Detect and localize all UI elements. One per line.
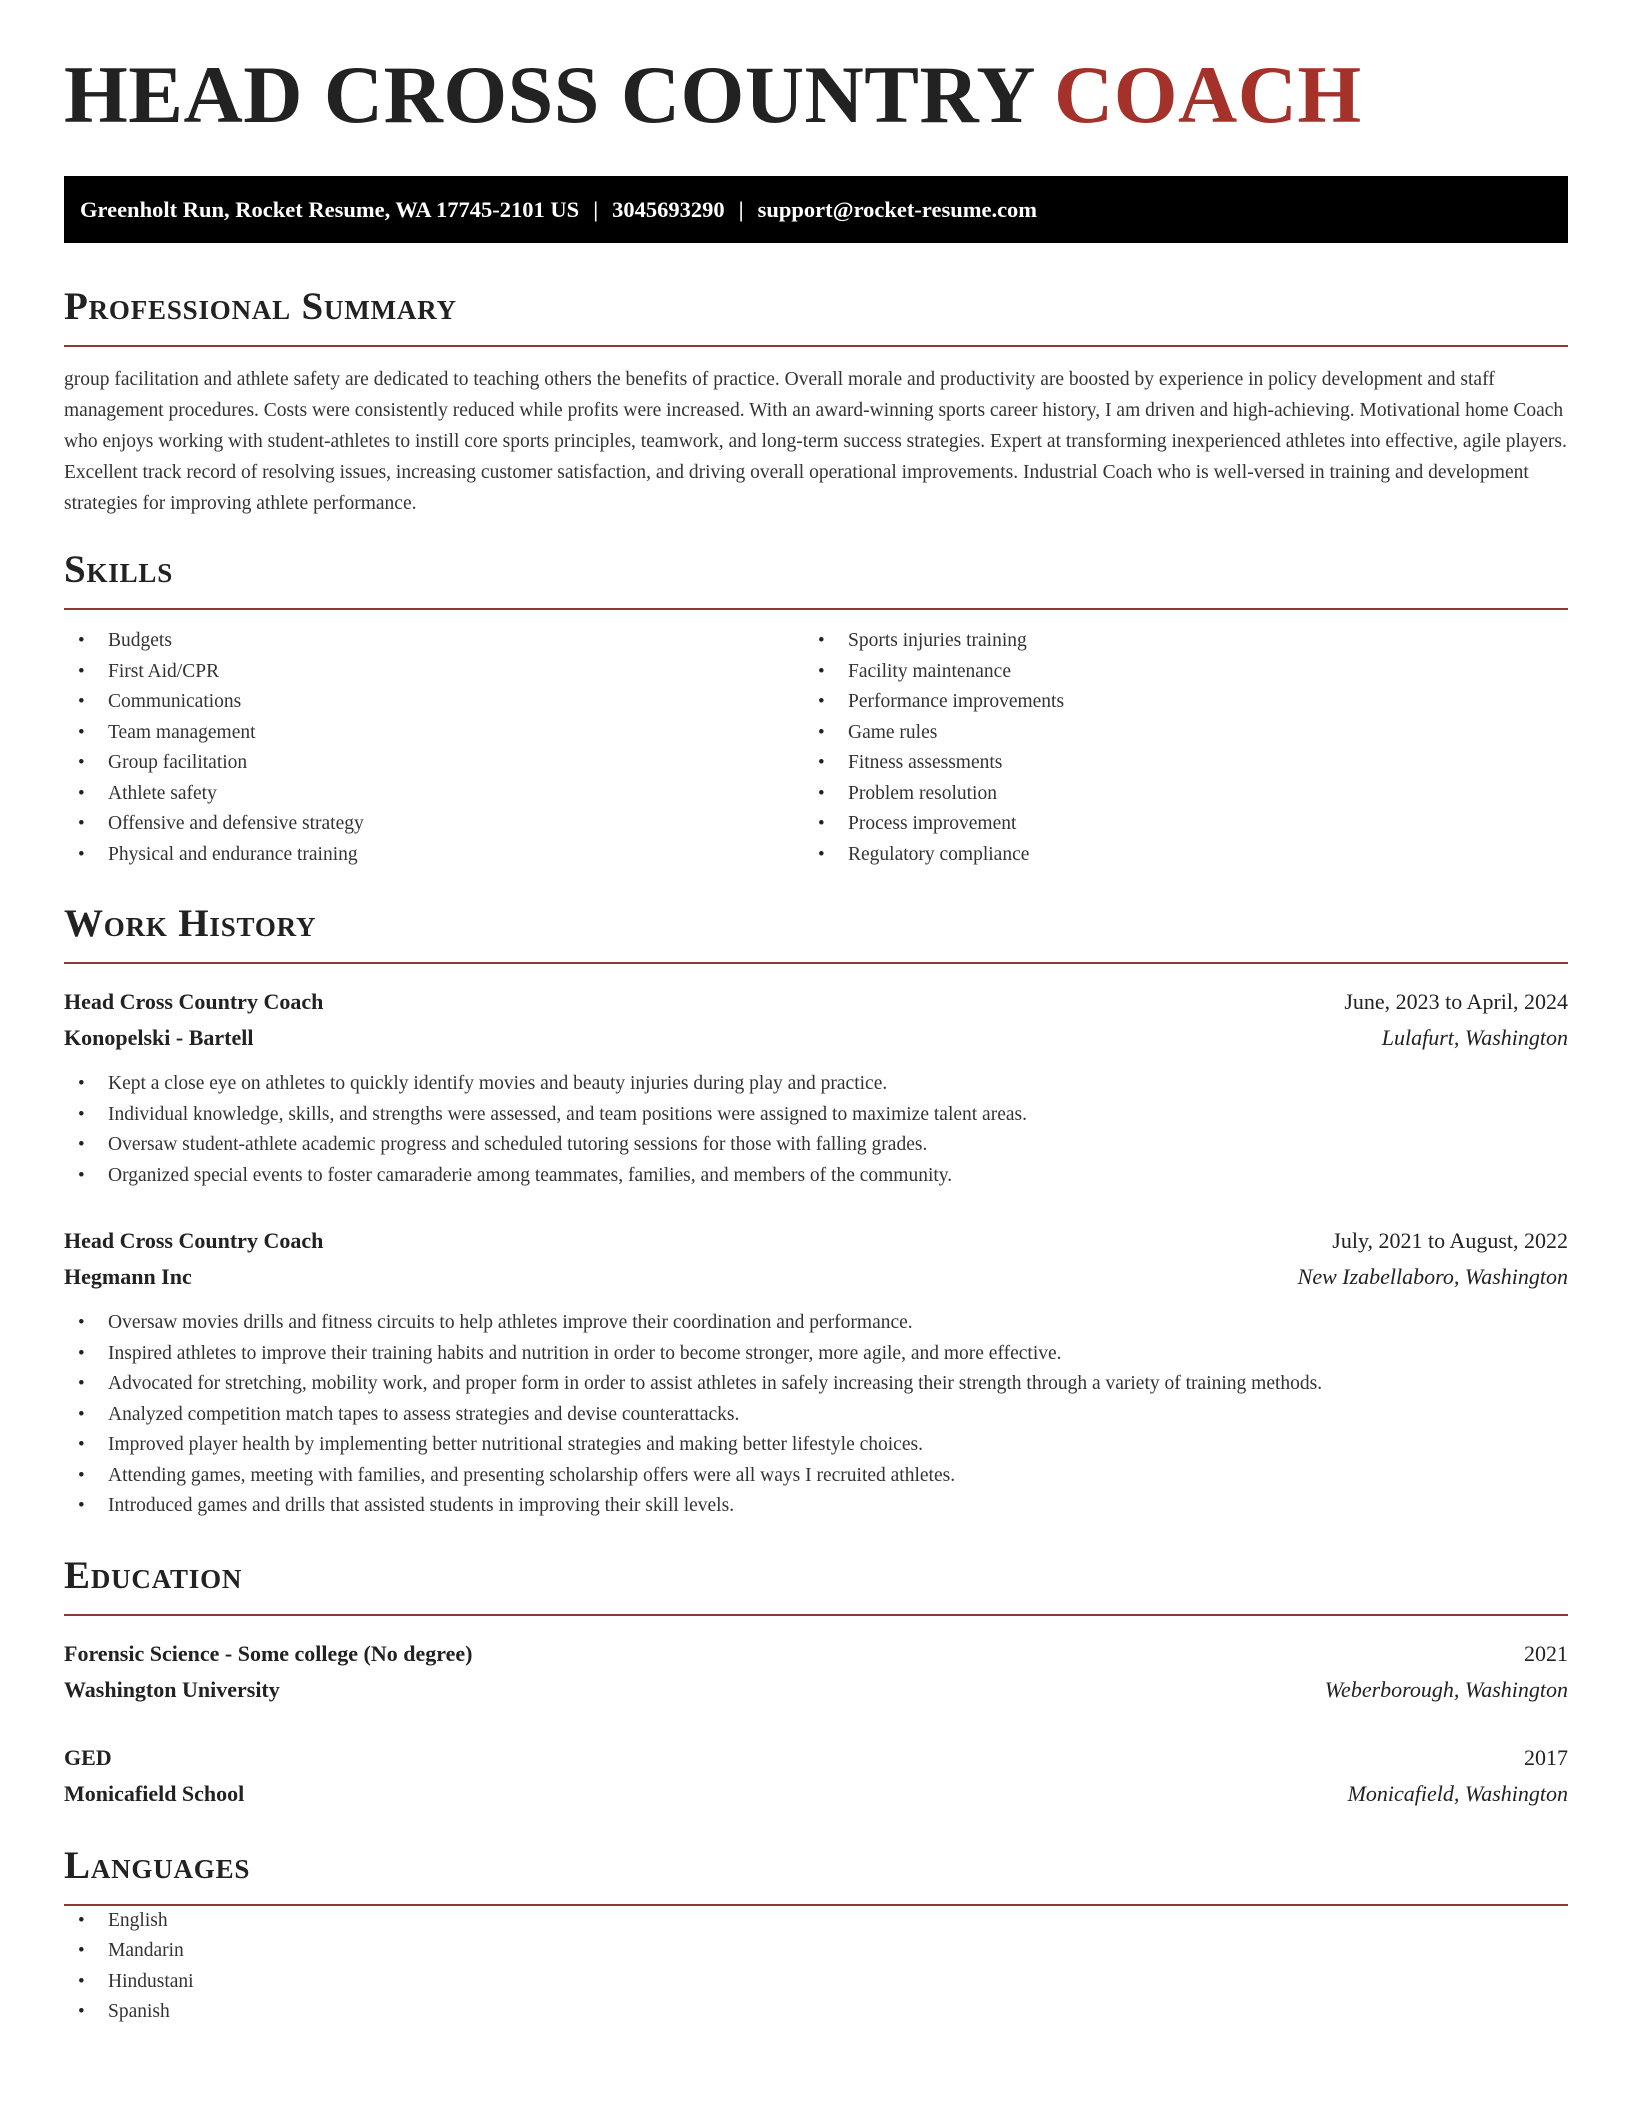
language-item: • Hindustani: [64, 1967, 1568, 1998]
education-school-row: [64, 1776, 1568, 1812]
resume-title: [64, 0, 1568, 138]
section-heading: Languages: [64, 1843, 251, 1887]
skill-item: • Process improvement: [804, 809, 1544, 840]
languages-section: [64, 1842, 1568, 2028]
skill-item: • Problem resolution: [804, 779, 1544, 810]
skill-item: • Team management: [64, 718, 804, 749]
job-bullet: • Oversaw movies drills and fitness circuits to help athletes improve their coordination and performance.: [64, 1308, 1568, 1339]
education-entry: [64, 1740, 1568, 1812]
job-company-row: [64, 1020, 1568, 1056]
skill-item: • Budgets: [64, 626, 804, 657]
skills-section: [64, 546, 1568, 870]
job-entry: [64, 984, 1568, 1191]
title-main: HEAD CROSS COUNTRY: [64, 49, 1033, 140]
job-bullet: • Inspired athletes to improve their training habits and nutrition in order to become stronger, more agile, and more effective.: [64, 1339, 1568, 1370]
job-company-row: [64, 1259, 1568, 1295]
job-title: Head Cross Country Coach: [64, 1228, 324, 1253]
job-entry: [64, 1223, 1568, 1522]
job-bullet: • Organized special events to foster camaraderie among teammates, families, and members of the community.: [64, 1161, 1568, 1192]
job-header-row: [64, 1223, 1568, 1259]
education-year: 2021: [1524, 1640, 1568, 1666]
skill-item: • Offensive and defensive strategy: [64, 809, 804, 840]
job-bullet: • Individual knowledge, skills, and strengths were assessed, and team positions were assigned to maximize talent areas.: [64, 1100, 1568, 1131]
job-bullet: • Oversaw student-athlete academic progress and scheduled tutoring sessions for those with falling grades.: [64, 1130, 1568, 1161]
education-header-row: [64, 1740, 1568, 1776]
skill-item: • Athlete safety: [64, 779, 804, 810]
job-bullet: • Advocated for stretching, mobility work, and proper form in order to assist athletes in safely increasing their strength through a variety of training methods.: [64, 1369, 1568, 1400]
skill-item: • First Aid/CPR: [64, 657, 804, 688]
education-school-row: [64, 1672, 1568, 1708]
job-dates: July, 2021 to August, 2022: [1332, 1228, 1568, 1253]
skill-item: • Sports injuries training: [804, 626, 1544, 657]
skills-grid: [64, 626, 1568, 870]
education-location: Monicafield, Washington: [1347, 1780, 1568, 1806]
section-divider: [64, 1614, 1568, 1616]
job-company: Konopelski - Bartell: [64, 1025, 254, 1050]
section-heading: Professional Summary: [64, 285, 457, 328]
job-company: Hegmann Inc: [64, 1264, 192, 1289]
section-heading: Education: [64, 1553, 243, 1597]
education-degree: Forensic Science - Some college (No degree): [64, 1640, 473, 1666]
skill-item: • Communications: [64, 687, 804, 718]
title-accent: COACH: [1053, 49, 1362, 140]
skills-list-left: [64, 626, 804, 870]
section-heading: Work History: [64, 902, 317, 945]
skill-item: • Group facilitation: [64, 748, 804, 779]
job-header-row: [64, 984, 1568, 1020]
language-item: • Mandarin: [64, 1936, 1568, 1967]
language-item: • English: [64, 1906, 1568, 1937]
language-item: • Spanish: [64, 1997, 1568, 2028]
education-degree: GED: [64, 1744, 112, 1770]
education-section: [64, 1552, 1568, 1812]
work-history-section: [64, 900, 1568, 1522]
job-location: New Izabellaboro, Washington: [1297, 1264, 1568, 1289]
job-bullet: • Introduced games and drills that assisted students in improving their skill levels.: [64, 1491, 1568, 1522]
job-location: Lulafurt, Washington: [1381, 1025, 1568, 1050]
section-divider: [64, 608, 1568, 610]
skill-item: • Facility maintenance: [804, 657, 1544, 688]
professional-summary-section: [64, 283, 1568, 519]
job-bullets: [64, 1308, 1568, 1522]
skill-item: • Performance improvements: [804, 687, 1544, 718]
skill-item: • Regulatory compliance: [804, 840, 1544, 871]
skill-item: • Fitness assessments: [804, 748, 1544, 779]
job-title: Head Cross Country Coach: [64, 989, 324, 1014]
section-divider: [64, 962, 1568, 964]
job-bullet: • Attending games, meeting with families, and presenting scholarship offers were all ways I recruited athletes.: [64, 1461, 1568, 1492]
job-bullet: • Analyzed competition match tapes to assess strategies and devise counterattacks.: [64, 1400, 1568, 1431]
job-dates: June, 2023 to April, 2024: [1344, 989, 1568, 1014]
contact-email[interactable]: support@rocket-resume.com: [757, 197, 1038, 222]
education-entry: [64, 1636, 1568, 1708]
education-year: 2017: [1524, 1744, 1568, 1770]
education-header-row: [64, 1636, 1568, 1672]
job-bullets: [64, 1069, 1568, 1191]
contact-separator: |: [593, 197, 599, 222]
education-school: Monicafield School: [64, 1780, 245, 1806]
contact-separator: |: [738, 197, 744, 222]
contact-address: Greenholt Run, Rocket Resume, WA 17745-2101 US: [80, 197, 580, 222]
summary-text: group facilitation and athlete safety are dedicated to teaching others the benefits of practice. Overall morale and productivity are boosted by experience in policy development and staff management procedures. Costs were consistently reduced while profits were increased. With an award-winning sports career history, I am driven and high-achieving. Motivational home Coach who enjoys working with student-athletes to instill core sports principles, teamwork, and long-term success strategies. Expert at transforming inexperienced athletes into effective, agile players. Excellent track record of resolving issues, increasing customer satisfaction, and driving overall operational improvements. Industrial Coach who is well-versed in training and development strategies for improving athlete performance.: [64, 369, 1567, 514]
contact-bar: [64, 176, 1568, 243]
section-heading: Skills: [64, 548, 174, 591]
job-bullet: • Improved player health by implementing better nutritional strategies and making better lifestyle choices.: [64, 1430, 1568, 1461]
languages-list: [64, 1906, 1568, 2028]
skill-item: • Game rules: [804, 718, 1544, 749]
education-location: Weberborough, Washington: [1324, 1676, 1568, 1702]
skills-list-right: [804, 626, 1544, 870]
contact-phone[interactable]: 3045693290: [612, 197, 725, 222]
section-divider: [64, 345, 1568, 347]
education-school: Washington University: [64, 1676, 280, 1702]
skill-item: • Physical and endurance training: [64, 840, 804, 871]
job-bullet: • Kept a close eye on athletes to quickly identify movies and beauty injuries during play and practice.: [64, 1069, 1568, 1100]
